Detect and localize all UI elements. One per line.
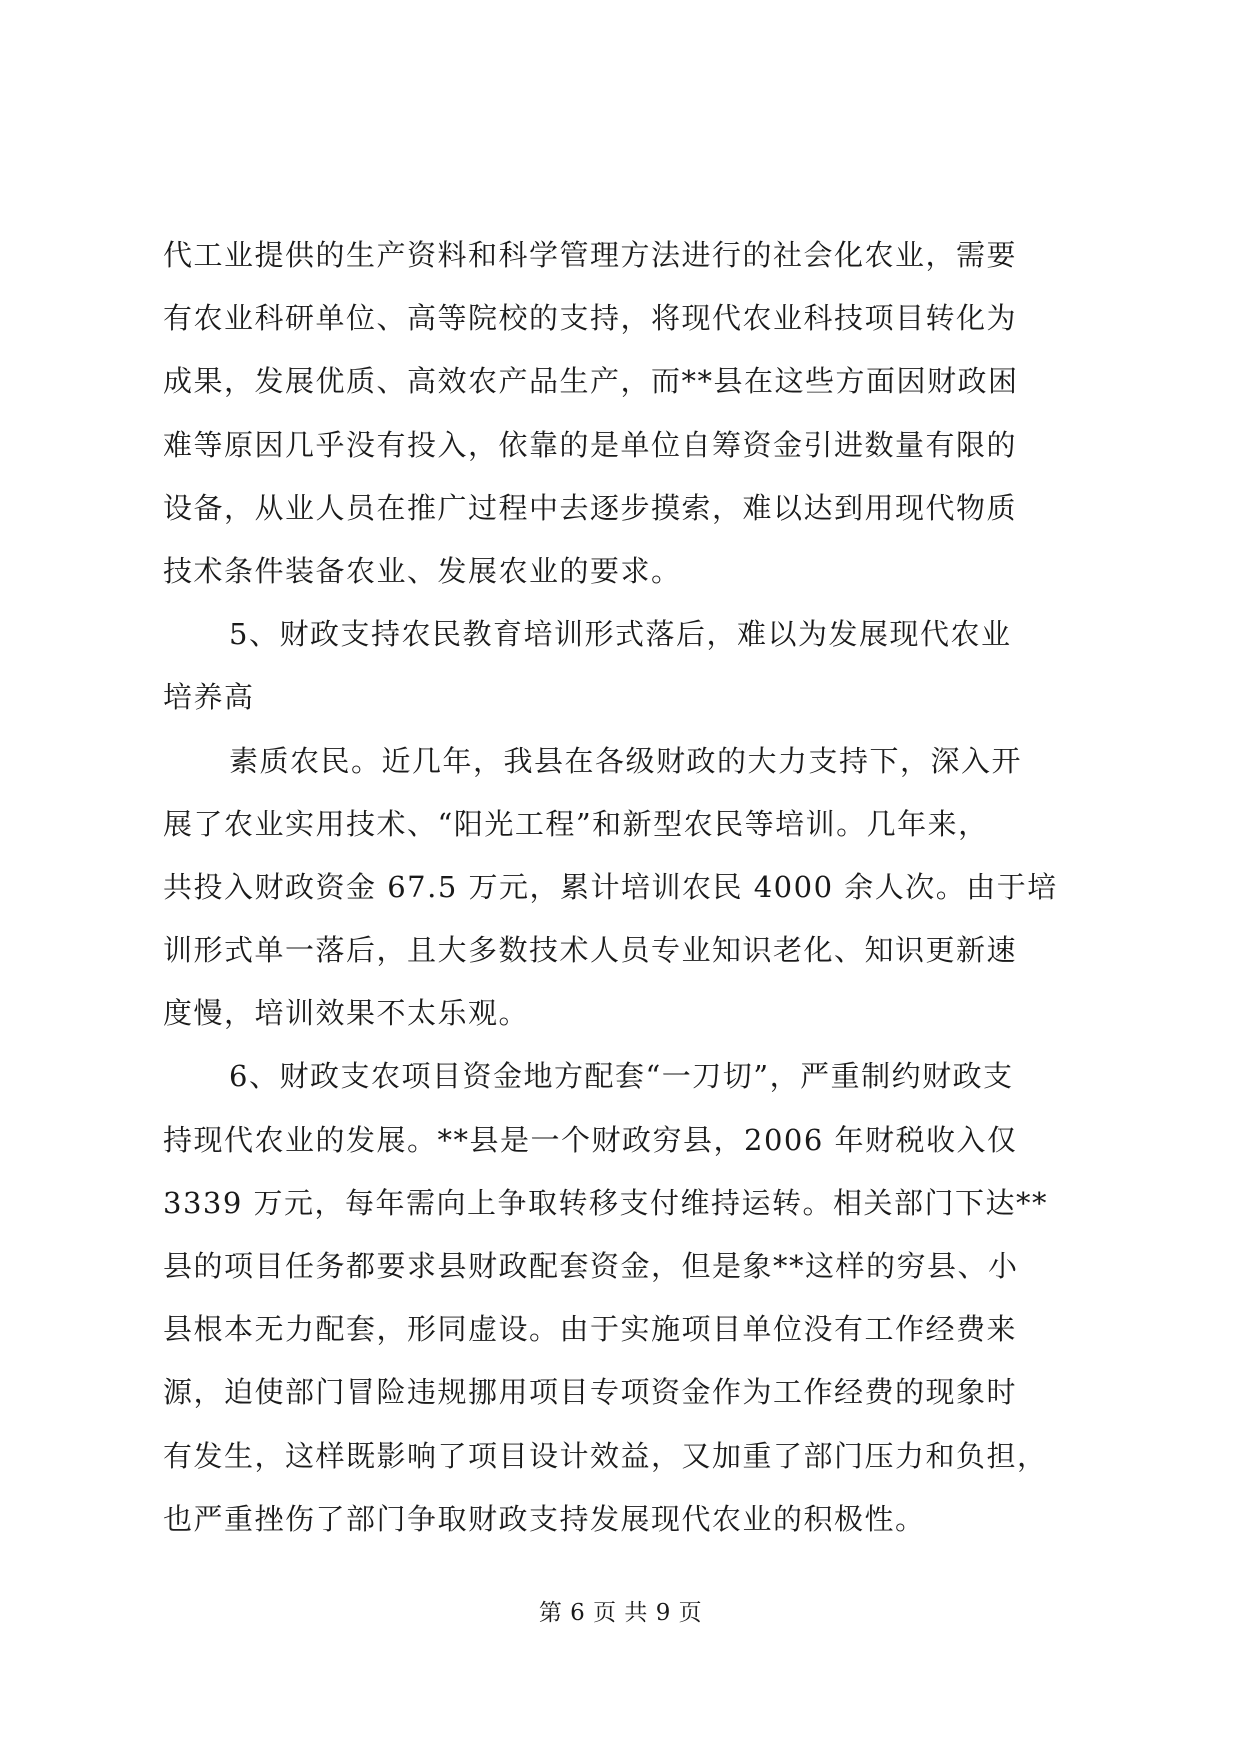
text-line: 有发生，这样既影响了项目设计效益，又加重了部门压力和负担， (163, 1438, 1048, 1473)
text-line: 培养高 (163, 680, 255, 715)
text-line: 素质农民。近几年，我县在各级财政的大力支持下，深入开 (229, 743, 1023, 778)
text-line: 度慢，培训效果不太乐观。 (163, 996, 530, 1031)
text-line: 成果，发展优质、高效农产品生产，而**县在这些方面因财政困 (163, 364, 1019, 399)
text-line: 有农业科研单位、高等院校的支持，将现代农业科技项目转化为 (163, 301, 1018, 336)
section-heading-6: 6、财政支农项目资金地方配套“一刀切”，严重制约财政支 (229, 1059, 1014, 1094)
text-line: 设备，从业人员在推广过程中去逐步摸索，难以达到用现代物质 (163, 490, 1018, 525)
text-line: 训形式单一落后，且大多数技术人员专业知识老化、知识更新速 (163, 933, 1018, 968)
text-line: 展了农业实用技术、“阳光工程”和新型农民等培训。几年来， (163, 806, 989, 841)
text-line: 源，迫使部门冒险违规挪用项目专项资金作为工作经费的现象时 (163, 1375, 1018, 1410)
text-line: 难等原因几乎没有投入，依靠的是单位自筹资金引进数量有限的 (163, 427, 1018, 462)
page-number-footer: 第 6 页 共 9 页 (538, 1600, 703, 1626)
text-line: 持现代农业的发展。**县是一个财政穷县，2006 年财税收入仅 (163, 1122, 1018, 1157)
section-heading-5: 5、财政支持农民教育培训形式落后，难以为发展现代农业 (229, 617, 1012, 652)
text-line: 共投入财政资金 67.5 万元，累计培训农民 4000 余人次。由于培 (163, 869, 1058, 904)
text-line: 县的项目任务都要求县财政配套资金，但是象**这样的穷县、小 (163, 1249, 1019, 1283)
text-line: 3339 万元，每年需向上争取转移支付维持运转。相关部门下达** (163, 1185, 1049, 1220)
body-text (163, 224, 1085, 1551)
text-line: 代工业提供的生产资料和科学管理方法进行的社会化农业，需要 (163, 238, 1018, 272)
text-line: 也严重挫伤了部门争取财政支持发展现代农业的积极性。 (163, 1501, 926, 1536)
text-line: 县根本无力配套，形同虚设。由于实施项目单位没有工作经费来 (163, 1312, 1018, 1347)
text-line: 技术条件装备农业、发展农业的要求。 (163, 553, 682, 588)
